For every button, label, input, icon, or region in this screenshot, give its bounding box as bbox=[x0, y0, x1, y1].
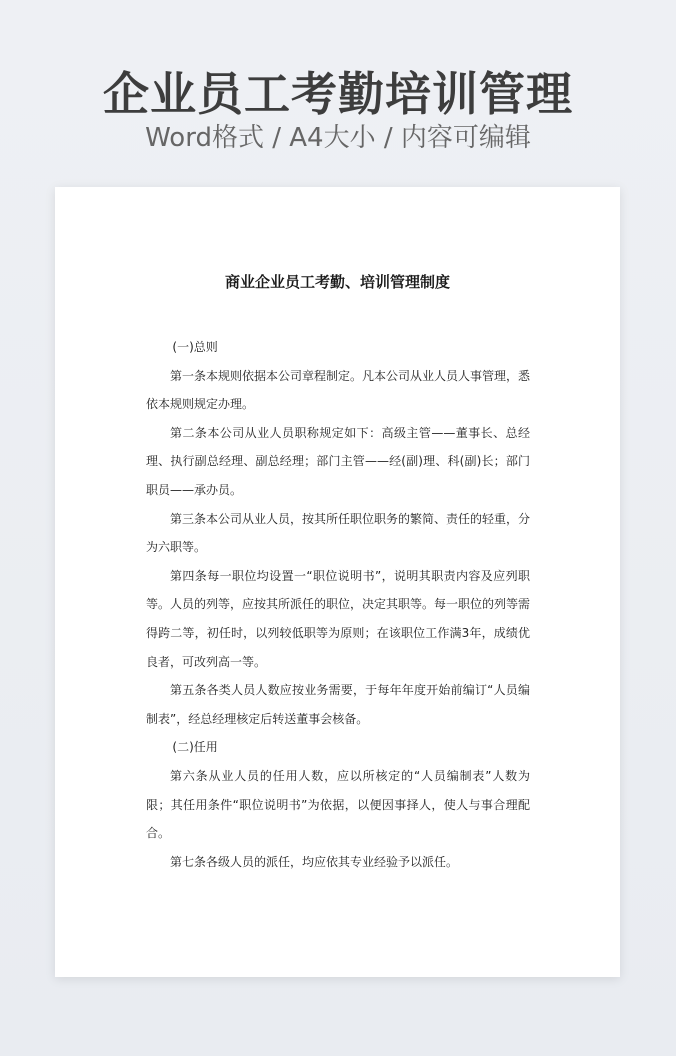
document-page bbox=[55, 187, 620, 977]
banner-subtitle: Word格式 / A4大小 / 内容可编辑 bbox=[145, 123, 531, 153]
document-body bbox=[146, 333, 530, 876]
document-title: 商业企业员工考勤、培训管理制度 bbox=[224, 273, 450, 291]
article-3: 第三条本公司从业人员，按其所任职位职务的繁简、责任的轻重，分为六职等。 bbox=[146, 511, 531, 555]
article-6: 第六条从业人员的任用人数，应以所核定的“人员编制表”人数为限；其任用条件“职位说明书”为依据，以便因事择人，使人与事合理配合。 bbox=[146, 768, 530, 841]
banner-title: 企业员工考勤培训管理 bbox=[103, 67, 573, 121]
section-heading-appointment: (二)任用 bbox=[172, 740, 218, 755]
article-4: 第四条每一职位均设置一“职位说明书”，说明其职责内容及应列职等。人员的列等，应按其所派任的职位，决定其职等。每一职位的列等需得跨二等，初任时，以列较低职等为原则；在该职位工作满3年，成绩优良者，可改列高一等。 bbox=[146, 568, 531, 669]
article-7: 第七条各级人员的派任，均应依其专业经验予以派任。 bbox=[170, 854, 459, 869]
article-2: 第二条本公司从业人员职称规定如下：高级主管——董事长、总经理、执行副总经理、副总经理；部门主管——经(副)理、科(副)长；部门职员——承办员。 bbox=[146, 425, 530, 497]
article-5: 第五条各类人员人数应按业务需要，于每年年度开始前编订“人员编制表”，经总经理核定后转送董事会核备。 bbox=[146, 683, 530, 726]
article-1: 第一条本规则依据本公司章程制定。凡本公司从业人员人事管理，悉依本规则规定办理。 bbox=[146, 368, 531, 412]
section-heading-general: (一)总则 bbox=[172, 340, 218, 354]
